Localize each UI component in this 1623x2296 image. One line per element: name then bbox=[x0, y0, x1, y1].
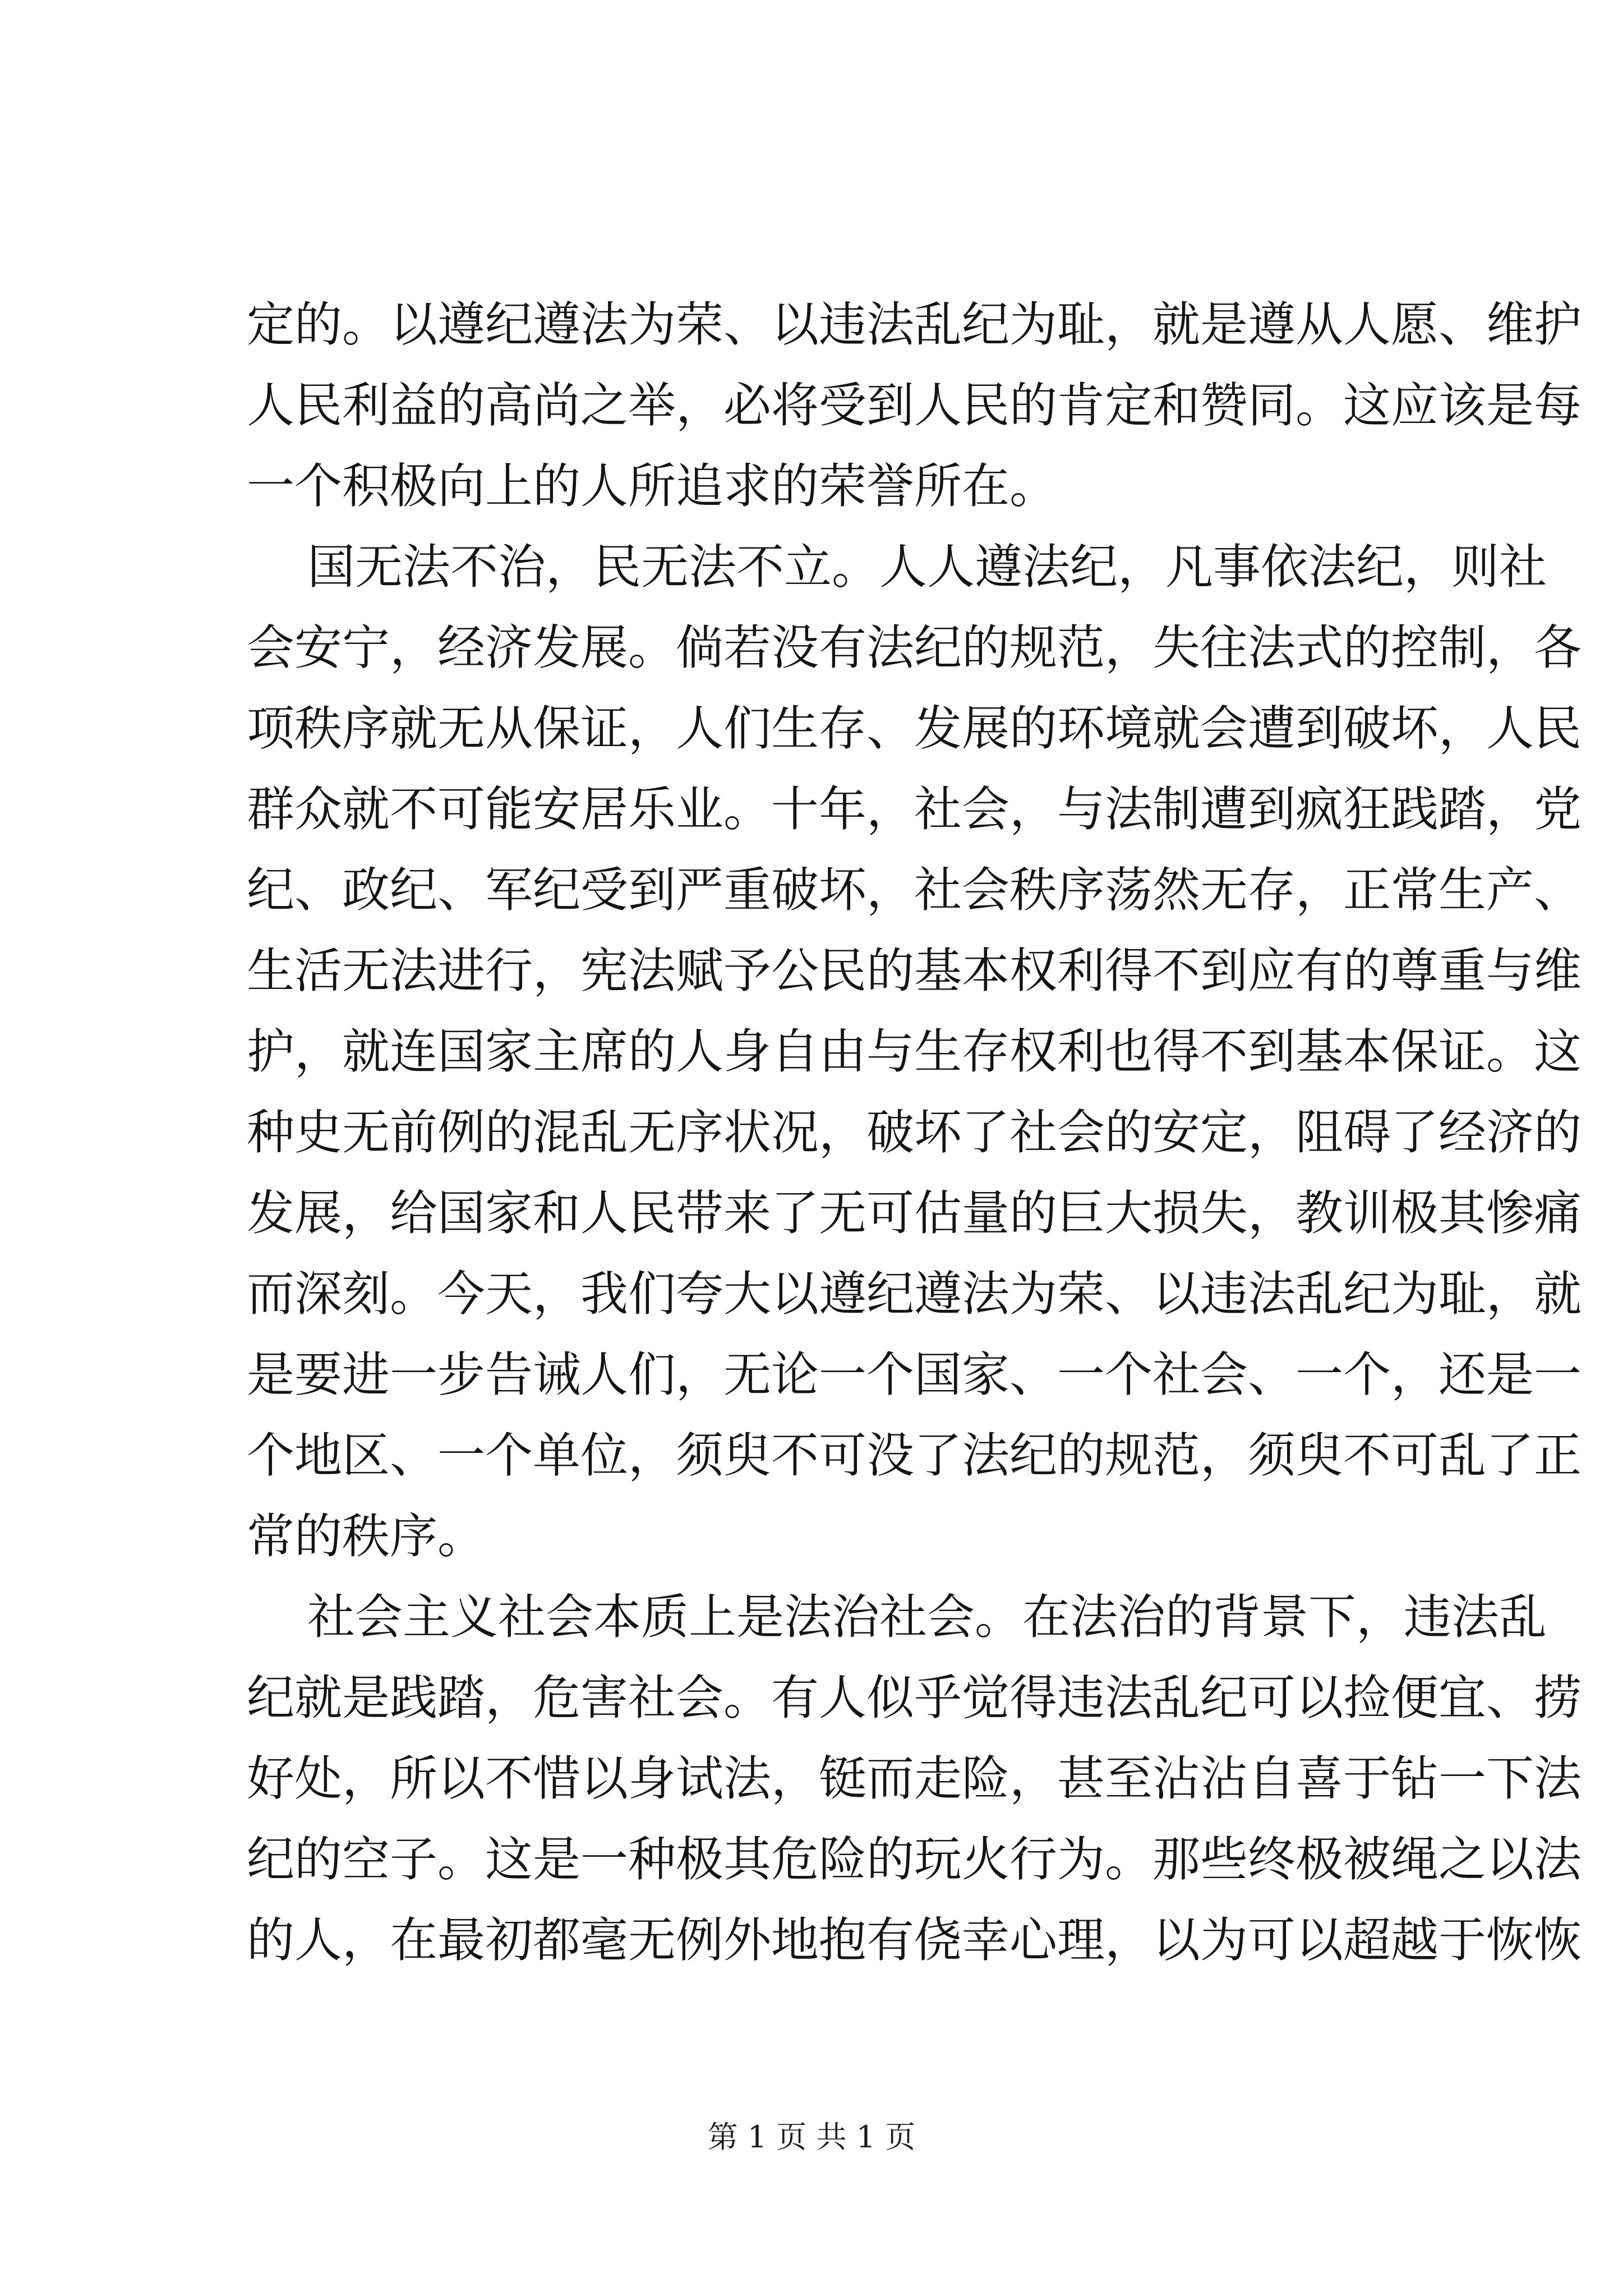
text-line: 纪的空子。这是一种极其危险的玩火行为。那些终极被绳之以法 bbox=[247, 1832, 1582, 1888]
text-line: 而深刻。今天，我们夸大以遵纪遵法为荣、以违法乱纪为耻，就 bbox=[247, 1267, 1582, 1322]
text-line: 种史无前例的混乱无序状况，破坏了社会的安定，阻碍了经济的 bbox=[247, 1105, 1582, 1161]
text-line: 的人，在最初都毫无例外地抱有侥幸心理，以为可以超越于恢恢 bbox=[247, 1913, 1582, 1968]
paragraph-first-line: 国无法不治，民无法不立。人人遵法纪，凡事依法纪，则社 bbox=[307, 540, 1547, 595]
text-line: 项秩序就无从保证，人们生存、发展的环境就会遭到破坏，人民 bbox=[247, 701, 1582, 757]
text-line: 常的秩序。 bbox=[247, 1509, 486, 1565]
text-line: 生活无法进行，宪法赋予公民的基本权利得不到应有的尊重与维 bbox=[247, 944, 1582, 999]
paragraph-first-line: 社会主义社会本质上是法治社会。在法治的背景下，违法乱 bbox=[307, 1590, 1547, 1645]
text-line: 发展，给国家和人民带来了无可估量的巨大损失，教训极其惨痛 bbox=[247, 1186, 1582, 1241]
text-line: 定的。以遵纪遵法为荣、以违法乱纪为耻，就是遵从人愿、维护 bbox=[247, 297, 1582, 353]
text-line: 群众就不可能安居乐业。十年，社会，与法制遭到疯狂践踏，党 bbox=[247, 782, 1582, 838]
text-line: 纪就是践踏，危害社会。有人似乎觉得违法乱纪可以捡便宜、捞 bbox=[247, 1671, 1582, 1726]
text-line: 好处，所以不惜以身试法，铤而走险，甚至沾沾自喜于钻一下法 bbox=[247, 1751, 1582, 1807]
text-line: 一个积极向上的人所追求的荣誉所在。 bbox=[247, 459, 1058, 514]
page-footer: 第 1 页 共 1 页 bbox=[707, 2119, 916, 2155]
text-line: 是要进一步告诫人们，无论一个国家、一个社会、一个，还是一 bbox=[247, 1347, 1582, 1403]
text-line: 护，就连国家主席的人身自由与生存权利也得不到基本保证。这 bbox=[247, 1024, 1582, 1080]
text-line: 纪、政纪、军纪受到严重破坏，社会秩序荡然无存，正常生产、 bbox=[247, 863, 1582, 918]
text-line: 个地区、一个单位，须臾不可没了法纪的规范，须臾不可乱了正 bbox=[247, 1428, 1582, 1484]
text-line: 人民利益的高尚之举，必将受到人民的肯定和赞同。这应该是每 bbox=[247, 378, 1582, 434]
text-line: 会安宁，经济发展。倘若没有法纪的规范，失往法式的控制，各 bbox=[247, 620, 1582, 676]
